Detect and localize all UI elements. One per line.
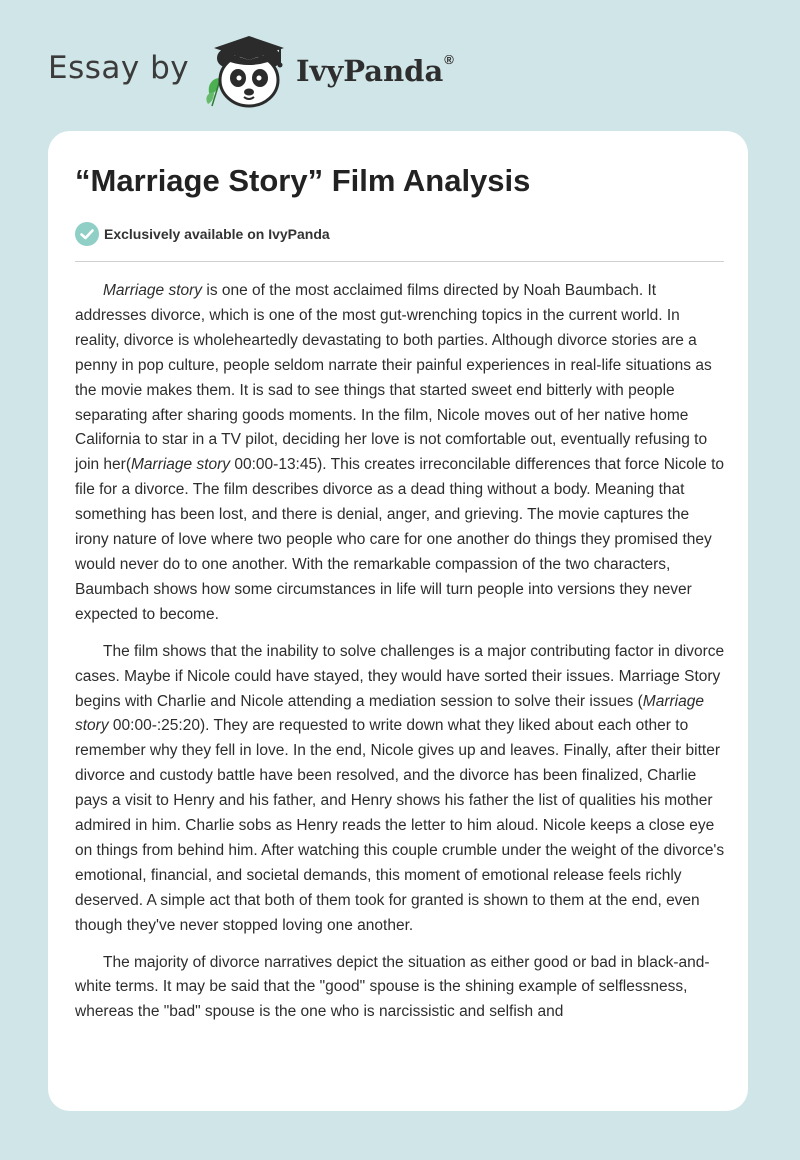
logo-prefix: Essay by (48, 50, 190, 86)
logo-brand-name: IvyPanda® (296, 52, 454, 88)
check-badge-icon (75, 222, 99, 246)
paragraph-text: is one of the most acclaimed films directed by Noah Baumbach. It addresses divorce, which is one of the most gut-wrenching topics in the current world. In reality, divorce is wholeheartedly devastating to both parties. Although divorce stories are a penny in pop culture, people seldom narrate their painful experiences in real-life situations as the movie makes them. It is sad to see things that started sweet end bitterly with people separating after sharing goods moments. In the film, Nicole moves out of her native home California to star in a TV pilot, deciding her love is not comfortable out, eventually refusing to join her( (75, 282, 712, 474)
film-title-citation: Marriage story (131, 456, 231, 474)
paragraph-text: 00:00-13:45). This creates irreconcilable differences that force Nicole to file for a divorce. The film describes divorce as a dead thing without a body. Meaning that something has been lost, and there is denial, anger, and grieving. The movie captures the irony nature of love where two people who care for one another do things they promised they would never do to one another. With the remarkable compassion of the two characters, Baumbach shows how some circumstances in life will turn people into versions they never expected to become. (75, 456, 725, 623)
film-title-citation: Marriage story (103, 282, 203, 299)
body-paragraph (75, 951, 725, 1026)
exclusive-badge (75, 222, 330, 246)
paragraph-text: The majority of divorce narratives depict the situation as either good or bad in black-and-white terms. It may be said that the "good" spouse is the shining example of selflessness, whereas the "bad" spouse is the one who is narcissistic and selfish and (75, 953, 710, 1021)
film-title-citation: Marriage story (75, 692, 704, 735)
exclusive-badge-label: Exclusively available on IvyPanda (104, 226, 330, 242)
essay-body (75, 279, 725, 1037)
title-divider (75, 261, 724, 262)
paragraph-text: 00:00-:25:20). They are requested to write down what they liked about each other to remember why they fell in love. In the end, Nicole gives up and leaves. Finally, after their bitter divorce and custody battle have been resolved, and the divorce has been finalized, Charlie pays a visit to Henry and his father, and Henry shows his father the list of qualities his mother admired in him. Charlie sobs as Henry reads the letter to him aloud. Nicole keeps a close eye on things from behind him. After watching this couple crumble under the weight of the divorce's emotional, financial, and societal demands, this moment of emotional release feels richly deserved. A simple act that both of them took for granted is shown to them at the end, even though they've never stopped loving one another. (75, 717, 725, 934)
body-paragraph (75, 279, 725, 628)
registered-mark: ® (444, 52, 454, 68)
body-paragraph (75, 640, 725, 939)
paragraph-text: The film shows that the inability to solve challenges is a major contributing factor in divorce cases. Maybe if Nicole could have stayed, they would have sorted their issues. Marriage Story begins with Charlie and Nicole attending a mediation session to solve their issues ( (75, 642, 725, 710)
leaf-icon (206, 78, 220, 106)
site-logo[interactable] (48, 34, 468, 114)
essay-card (48, 131, 748, 1111)
panda-mascot-icon (200, 34, 290, 110)
essay-title: “Marriage Story” Film Analysis (75, 163, 531, 198)
